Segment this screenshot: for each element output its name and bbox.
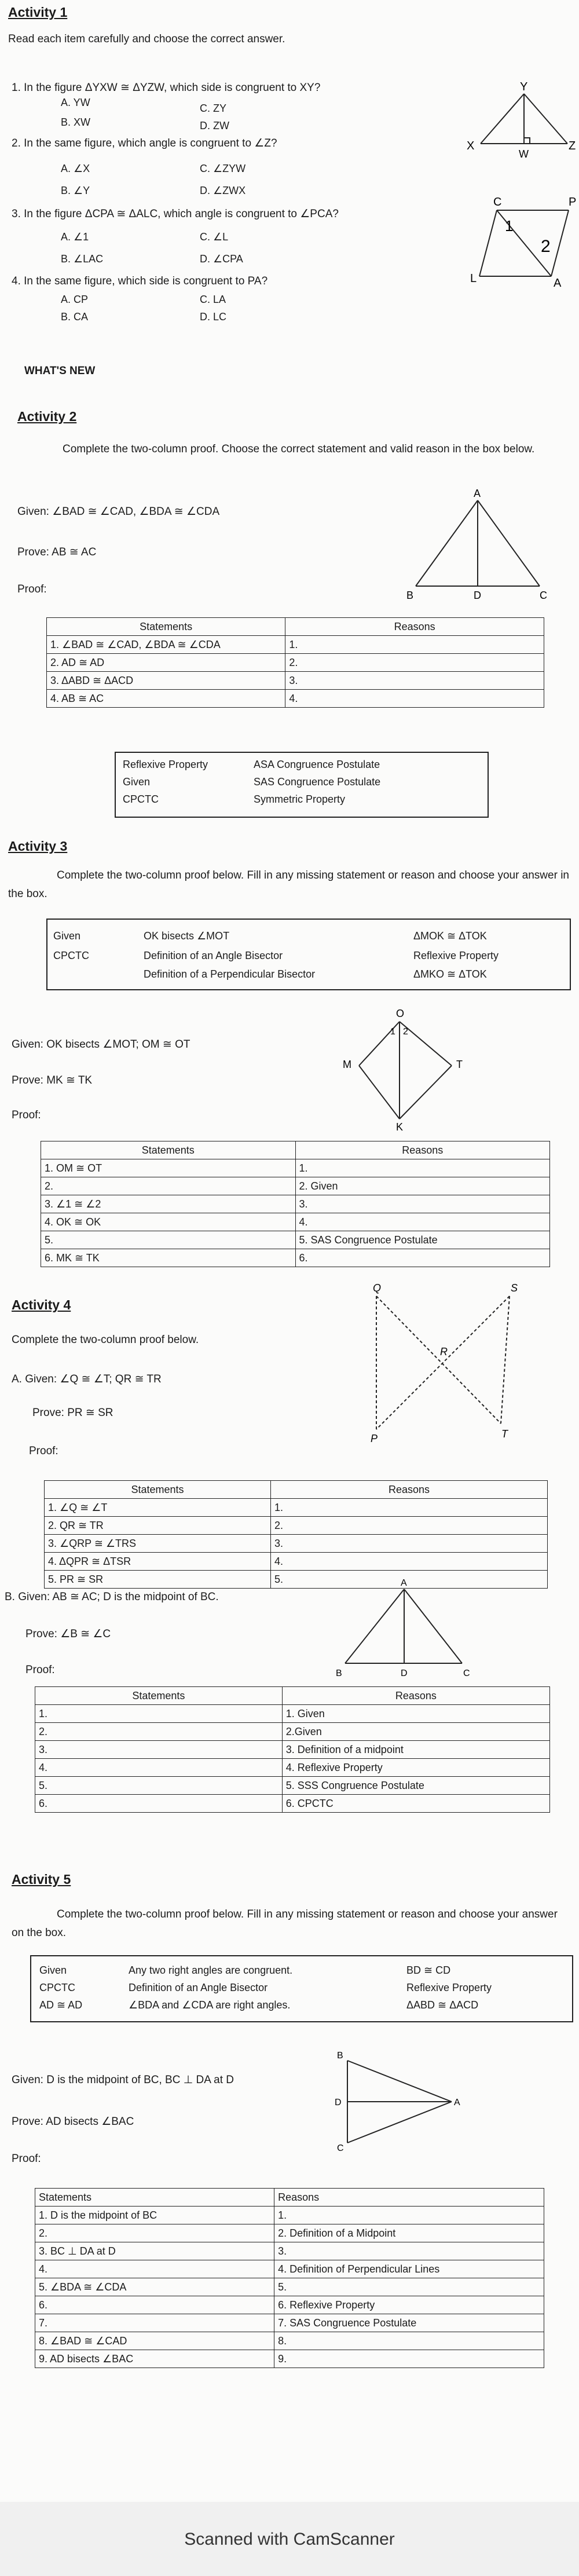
q3-choice-d: D. ∠CPA <box>200 253 243 265</box>
label-p: P <box>569 196 577 208</box>
col-reasons: Reasons <box>271 1481 548 1499</box>
col-reasons: Reasons <box>282 1687 549 1705</box>
table-row <box>35 2278 544 2296</box>
label-d: D <box>335 2098 342 2107</box>
choice: ∠BDA and ∠CDA are right angles. <box>129 1999 291 2011</box>
text-cell: 1. OM ≅ OT <box>41 1159 296 1177</box>
col-statements: Statements <box>35 1687 283 1705</box>
text-cell: 3. <box>295 1195 550 1213</box>
activity-5-choices-box <box>30 1955 573 2022</box>
q2-choice-d: D. ∠ZWX <box>200 185 246 196</box>
table-row <box>35 1723 550 1741</box>
table-row <box>35 2350 544 2368</box>
text-cell: 3. Definition of a midpoint <box>282 1741 549 1759</box>
table-row <box>41 1195 550 1213</box>
col-reasons: Reasons <box>285 618 544 636</box>
activity-2-choices-box <box>115 752 489 818</box>
answer-cell[interactable]: 3. <box>285 672 544 690</box>
question-4: 4. In the same figure, which side is congruent to PA? <box>12 275 268 287</box>
text-cell: 8. ∠BAD ≅ ∠CAD <box>35 2332 274 2350</box>
choice: Given <box>53 930 81 942</box>
activity-5-instruction: Complete the two-column proof below. Fill in any missing statement or reason and choose your answer on the box. <box>12 1908 558 1939</box>
choice: Symmetric Property <box>254 793 346 805</box>
table-row <box>35 2242 544 2260</box>
table-row <box>45 1499 548 1517</box>
q2-choice-a: A. ∠X <box>61 163 90 174</box>
answer-cell[interactable]: 1. <box>285 636 544 654</box>
text-cell: 1. ∠BAD ≅ ∠CAD, ∠BDA ≅ ∠CDA <box>47 636 285 654</box>
text-cell: 5. <box>41 1231 296 1249</box>
text-cell: 5. <box>274 2278 544 2296</box>
choice: Given <box>39 1964 67 1976</box>
label-k: K <box>396 1121 404 1133</box>
choice: BD ≅ CD <box>406 1964 451 1976</box>
text-cell: 1. <box>271 1499 548 1517</box>
label-z: Z <box>569 140 576 152</box>
text-cell: 4. ΔQPR ≅ ΔTSR <box>45 1553 271 1571</box>
table-row <box>47 654 544 672</box>
table-row <box>45 1535 548 1553</box>
figure-bowtie-pqrst <box>353 1279 527 1447</box>
text-cell: 2. Given <box>295 1177 550 1195</box>
a5-proof-label: Proof: <box>12 2153 41 2165</box>
text-cell: 1. <box>274 2207 544 2224</box>
a5-given: Given: D is the midpoint of BC, BC ⊥ DA at D <box>12 2074 234 2086</box>
q4-choice-b: B. CA <box>61 311 89 323</box>
label-q: Q <box>373 1282 382 1294</box>
a2-given: Given: ∠BAD ≅ ∠CAD, ∠BDA ≅ ∠CDA <box>17 506 220 518</box>
angle-2: 2 <box>541 237 551 256</box>
label-t: T <box>501 1428 508 1440</box>
text-cell: 4. Definition of Perpendicular Lines <box>274 2260 544 2278</box>
footer-text: Scanned with CamScanner <box>184 2530 395 2549</box>
table-row <box>47 636 544 654</box>
camscanner-footer <box>0 2502 579 2576</box>
text-cell: 2. QR ≅ TR <box>45 1517 271 1535</box>
text-cell: 1. D is the midpoint of BC <box>35 2207 274 2224</box>
q1-choice-c: C. ZY <box>200 103 227 114</box>
table-row <box>41 1177 550 1195</box>
label-b: B <box>337 2051 343 2061</box>
text-cell: 3. <box>35 1741 283 1759</box>
q3-choice-a: A. ∠1 <box>61 231 89 243</box>
label-l: L <box>470 272 477 285</box>
answer-cell[interactable]: 2. <box>285 654 544 672</box>
choice: Reflexive Property <box>413 950 499 961</box>
text-cell: 5. SAS Congruence Postulate <box>295 1231 550 1249</box>
col-reasons: Reasons <box>295 1141 550 1159</box>
label-b: B <box>336 1668 342 1678</box>
a2-prove: Prove: AB ≅ AC <box>17 546 97 558</box>
choice: Reflexive Property <box>406 1982 492 1993</box>
q4-choice-d: D. LC <box>200 311 227 323</box>
angle-2: 2 <box>403 1027 408 1037</box>
text-cell: 6. CPCTC <box>282 1795 549 1813</box>
activity-2-instruction: Complete the two-column proof. Choose the correct statement and valid reason in the box below. <box>63 443 535 455</box>
table-row <box>35 1777 550 1795</box>
a4-part-b-prove: Prove: ∠B ≅ ∠C <box>25 1628 111 1640</box>
choice: AD ≅ AD <box>39 1999 83 2011</box>
label-d: D <box>474 590 481 601</box>
text-cell: 4. <box>35 2260 274 2278</box>
text-cell: 3. <box>271 1535 548 1553</box>
a3-given: Given: OK bisects ∠MOT; OM ≅ OT <box>12 1038 190 1051</box>
choice: ΔMKO ≅ ΔTOK <box>413 968 487 980</box>
text-cell: 5. PR ≅ SR <box>45 1571 271 1589</box>
figure-kite-motk <box>324 1005 486 1133</box>
table-row <box>35 1705 550 1723</box>
a3-prove: Prove: MK ≅ TK <box>12 1074 93 1086</box>
text-cell: 4. OK ≅ OK <box>41 1213 296 1231</box>
text-cell: 3. BC ⊥ DA at D <box>35 2242 274 2260</box>
table-row <box>41 1213 550 1231</box>
choice: ΔMOK ≅ ΔTOK <box>413 930 487 942</box>
choice: Given <box>123 776 151 788</box>
choice: OK bisects ∠MOT <box>144 930 230 942</box>
q4-choice-a: A. CP <box>61 294 89 305</box>
text-cell: 2.Given <box>282 1723 549 1741</box>
label-a: A <box>401 1578 407 1588</box>
a5-prove: Prove: AD bisects ∠BAC <box>12 2116 134 2128</box>
figure-triangle-abc-b <box>330 1576 481 1681</box>
label-y: Y <box>520 81 528 93</box>
activity-5-title: Activity 5 <box>12 1872 71 1887</box>
text-cell: 4. Reflexive Property <box>282 1759 549 1777</box>
col-statements: Statements <box>35 2189 274 2207</box>
choice: CPCTC <box>53 950 89 961</box>
text-cell: 2. <box>35 1723 283 1741</box>
text-cell: 6. <box>35 1795 283 1813</box>
table-row <box>35 2224 544 2242</box>
text-cell: 9. <box>274 2350 544 2368</box>
activity-4-instruction: Complete the two-column proof below. <box>12 1334 199 1346</box>
choice: CPCTC <box>39 1982 75 1993</box>
q2-choice-c: C. ∠ZYW <box>200 163 246 174</box>
activity-3-title: Activity 3 <box>8 839 68 854</box>
col-statements: Statements <box>45 1481 271 1499</box>
choice: SAS Congruence Postulate <box>254 776 381 788</box>
text-cell: 6. Reflexive Property <box>274 2296 544 2314</box>
text-cell: 6. <box>295 1249 550 1267</box>
a4-part-a-prove: Prove: PR ≅ SR <box>32 1407 113 1419</box>
text-cell: 5. <box>35 1777 283 1795</box>
table-row <box>35 2332 544 2350</box>
table-row <box>35 2296 544 2314</box>
q1-choice-a: A. YW <box>61 97 90 108</box>
activity-3-choices-box <box>46 919 571 990</box>
label-t: T <box>456 1059 463 1070</box>
a2-proof-label: Proof: <box>17 583 47 595</box>
text-cell: 5. <box>271 1571 548 1589</box>
q1-choice-b: B. XW <box>61 116 91 128</box>
table-row <box>47 690 544 708</box>
label-c: C <box>463 1668 470 1678</box>
table-row <box>47 672 544 690</box>
choice: Any two right angles are congruent. <box>129 1964 293 1976</box>
text-cell: 4. <box>35 1759 283 1777</box>
question-2: 2. In the same figure, which angle is congruent to ∠Z? <box>12 137 277 149</box>
table-row <box>41 1231 550 1249</box>
answer-cell[interactable]: 4. <box>285 690 544 708</box>
text-cell: 1. ∠Q ≅ ∠T <box>45 1499 271 1517</box>
label-c: C <box>540 590 547 601</box>
q3-choice-c: C. ∠L <box>200 231 229 243</box>
label-x: X <box>467 140 475 152</box>
text-cell: 4. <box>271 1553 548 1571</box>
table-row <box>35 1741 550 1759</box>
activity-2-proof-table <box>46 617 544 708</box>
col-reasons: Reasons <box>274 2189 544 2207</box>
text-cell: 3. <box>274 2242 544 2260</box>
label-s: S <box>511 1282 518 1294</box>
activity-5-proof-table <box>35 2188 544 2368</box>
label-d: D <box>401 1668 408 1678</box>
text-cell: 8. <box>274 2332 544 2350</box>
label-c: C <box>493 196 502 208</box>
col-statements: Statements <box>41 1141 296 1159</box>
label-r: R <box>440 1346 448 1357</box>
activity-1-title: Activity 1 <box>8 5 68 20</box>
choice: Definition of an Angle Bisector <box>144 950 283 961</box>
whats-new-heading: WHAT'S NEW <box>24 365 96 377</box>
activity-4b-proof-table <box>35 1686 550 1813</box>
table-row <box>35 2207 544 2224</box>
figure-triangle-bca <box>330 2048 481 2152</box>
text-cell: 2. AD ≅ AD <box>47 654 285 672</box>
text-cell: 2. <box>271 1517 548 1535</box>
col-statements: Statements <box>47 618 285 636</box>
figure-parallelogram-cpal <box>463 194 579 292</box>
text-cell: 3. ∠1 ≅ ∠2 <box>41 1195 296 1213</box>
question-1: 1. In the figure ΔYXW ≅ ΔYZW, which side is congruent to XY? <box>12 82 321 94</box>
text-cell: 1. Given <box>282 1705 549 1723</box>
table-row <box>45 1553 548 1571</box>
figure-triangle-xyz <box>457 81 579 165</box>
q1-choice-d: D. ZW <box>200 120 229 131</box>
text-cell: 5. SSS Congruence Postulate <box>282 1777 549 1795</box>
text-cell: 2. <box>35 2224 274 2242</box>
label-w: W <box>519 148 529 160</box>
label-a: A <box>474 488 481 499</box>
table-row <box>35 2314 544 2332</box>
table-row <box>41 1159 550 1177</box>
choice: Reflexive Property <box>123 759 208 770</box>
text-cell: 4. AB ≅ AC <box>47 690 285 708</box>
a4-proof-label-a: Proof: <box>29 1445 58 1457</box>
q4-choice-c: C. LA <box>200 294 226 305</box>
q2-choice-b: B. ∠Y <box>61 185 90 196</box>
q3-choice-b: B. ∠LAC <box>61 253 104 265</box>
activity-2-title: Activity 2 <box>17 409 77 424</box>
choice: CPCTC <box>123 793 159 805</box>
a3-proof-label: Proof: <box>12 1109 41 1121</box>
activity-3-instruction: Complete the two-column proof below. Fill in any missing statement or reason and choose your answer in the box. <box>8 869 569 900</box>
question-3: 3. In the figure ΔCPA ≅ ΔALC, which angle is congruent to ∠PCA? <box>12 208 339 220</box>
choice: Definition of a Perpendicular Bisector <box>144 968 316 980</box>
table-row <box>35 1795 550 1813</box>
choice: ΔABD ≅ ΔACD <box>406 1999 479 2011</box>
text-cell: 1. <box>35 1705 283 1723</box>
label-a: A <box>554 277 562 290</box>
label-c: C <box>337 2143 344 2152</box>
activity-3-proof-table <box>41 1141 550 1267</box>
table-row <box>45 1517 548 1535</box>
text-cell: 3. ΔABD ≅ ΔACD <box>47 672 285 690</box>
text-cell: 1. <box>295 1159 550 1177</box>
activity-4-title: Activity 4 <box>12 1297 71 1312</box>
text-cell: 6. <box>35 2296 274 2314</box>
label-m: M <box>343 1059 351 1070</box>
text-cell: 6. MK ≅ TK <box>41 1249 296 1267</box>
figure-triangle-abc <box>405 486 556 602</box>
table-row <box>41 1249 550 1267</box>
angle-1: 1 <box>390 1027 395 1037</box>
table-row <box>35 1759 550 1777</box>
activity-4a-proof-table <box>44 1480 548 1589</box>
label-p: P <box>371 1433 378 1444</box>
a4-proof-label-b: Proof: <box>25 1664 55 1676</box>
text-cell: 3. ∠QRP ≅ ∠TRS <box>45 1535 271 1553</box>
text-cell: 7. <box>35 2314 274 2332</box>
text-cell: 2. <box>41 1177 296 1195</box>
text-cell: 5. ∠BDA ≅ ∠CDA <box>35 2278 274 2296</box>
choice: Definition of an Angle Bisector <box>129 1982 268 1993</box>
text-cell: 2. Definition of a Midpoint <box>274 2224 544 2242</box>
label-a: A <box>454 2098 460 2107</box>
table-row <box>35 2260 544 2278</box>
a4-part-b-given: B. Given: AB ≅ AC; D is the midpoint of BC. <box>5 1591 219 1603</box>
text-cell: 9. AD bisects ∠BAC <box>35 2350 274 2368</box>
label-b: B <box>406 590 414 601</box>
angle-1: 1 <box>505 217 514 235</box>
activity-1-instruction: Read each item carefully and choose the correct answer. <box>8 33 285 45</box>
text-cell: 7. SAS Congruence Postulate <box>274 2314 544 2332</box>
label-o: O <box>396 1008 405 1019</box>
a4-part-a-given: A. Given: ∠Q ≅ ∠T; QR ≅ TR <box>12 1373 162 1385</box>
text-cell: 4. <box>295 1213 550 1231</box>
choice: ASA Congruence Postulate <box>254 759 380 770</box>
